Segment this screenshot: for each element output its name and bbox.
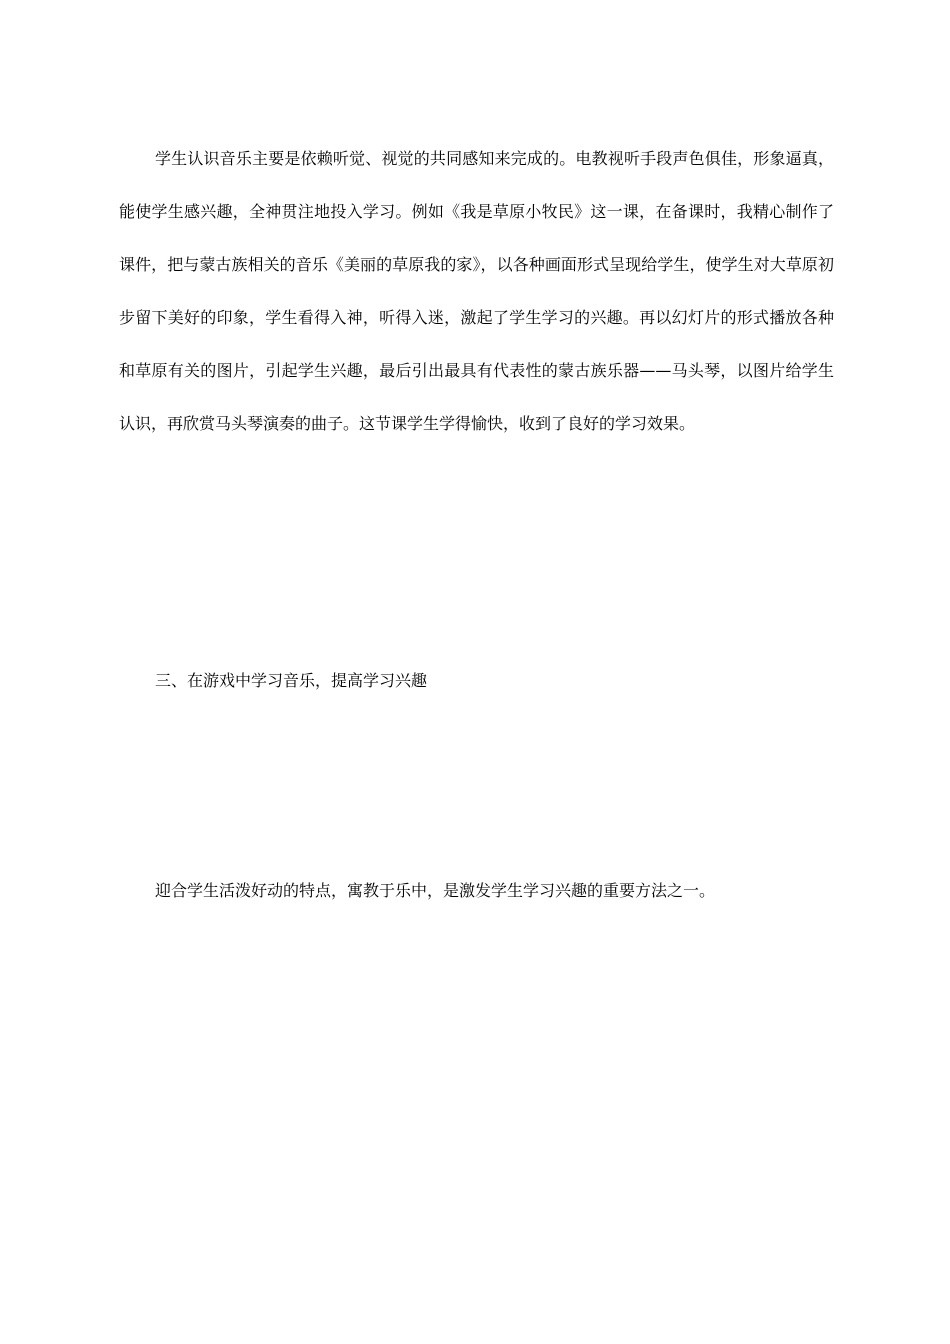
body-paragraph-games: 迎合学生活泼好动的特点，寓教于乐中，是激发学生学习兴趣的重要方法之一。 [155, 881, 716, 900]
body-paragraph-media-teaching: 学生认识音乐主要是依赖听觉、视觉的共同感知来完成的。电教视听手段声色俱佳，形象逼真，能使学生感兴趣，全神贯注地投入学习。例如《我是草原小牧民》这一课，在备课时，我精心制作了课件，把与蒙古族相关的音乐《美丽的草原我的家》，以各种画面形式呈现给学生，使学生对大草原初步留下美好的印象，学生看得入神，听得入迷，激起了学生学习的兴趣。再以幻灯片的形式播放各种和草原有关的图片，引起学生兴趣，最后引出最具有代表性的蒙古族乐器——马头琴，以图片给学生认识，再欣赏马头琴演奏的曲子。这节课学生学得愉快，收到了良好的学习效果。 [119, 149, 834, 433]
section-heading: 三、在游戏中学习音乐，提高学习兴趣 [155, 671, 428, 690]
